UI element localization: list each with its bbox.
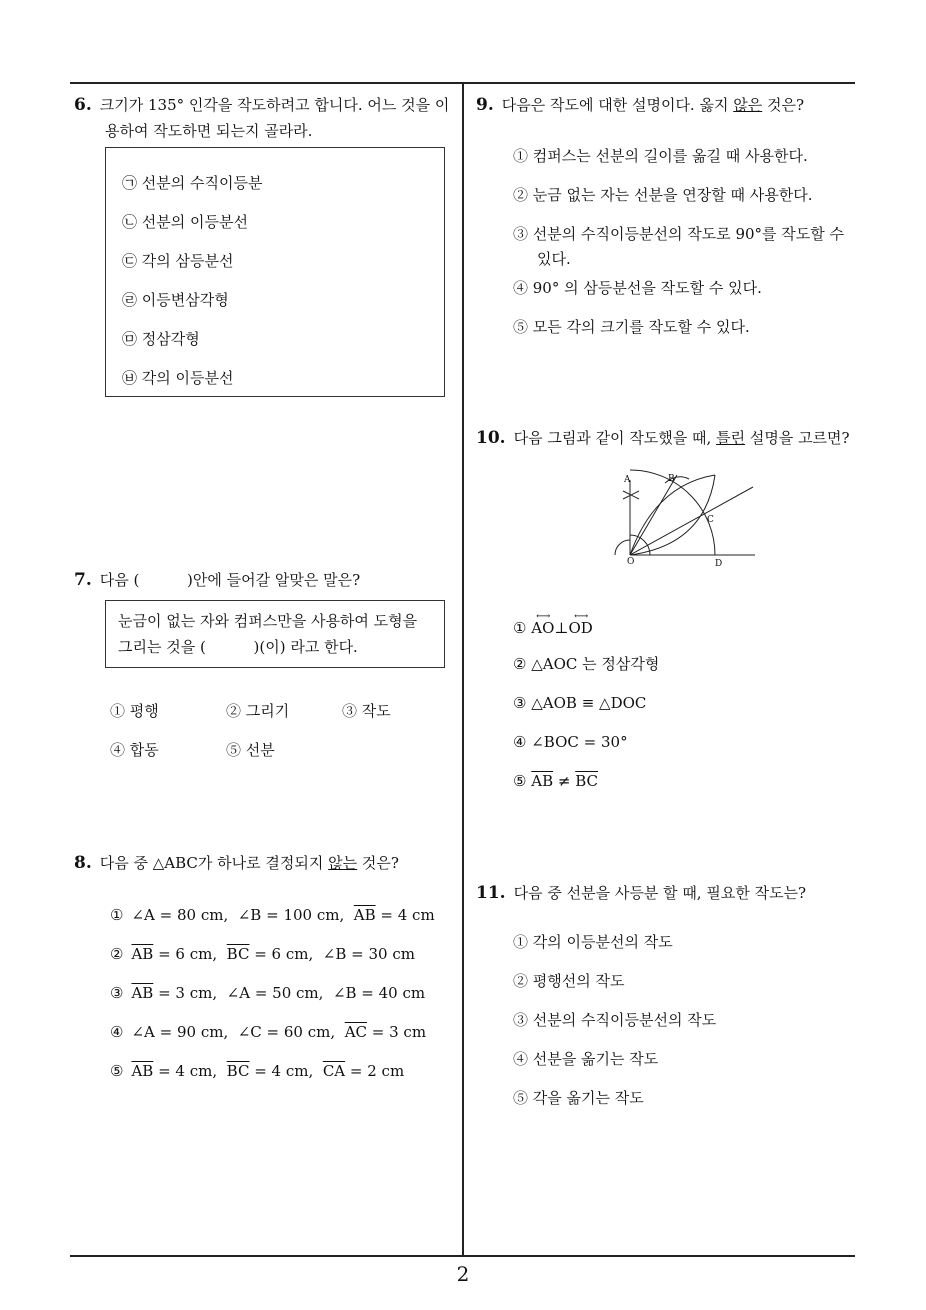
question-7-box — [105, 600, 445, 668]
option[interactable]: ③ 선분의 수직이등분선의 작도로 90°를 작도할 수 — [513, 225, 845, 243]
construction-figure — [605, 465, 765, 575]
option[interactable]: ① 평행 — [110, 702, 159, 720]
box-line: 그리는 것을 ( )(이) 라고 한다. — [118, 638, 358, 656]
option[interactable]: ① 컴퍼스는 선분의 길이를 옮길 때 사용한다. — [513, 147, 808, 165]
option[interactable]: ① 각의 이등분선의 작도 — [513, 933, 673, 951]
option[interactable]: ③ $\overline{AB} = 3$ cm, ∠A = 50 cm, ∠B = 40 cm — [110, 984, 426, 1002]
label-c: C — [707, 515, 714, 525]
question-8: 8. 다음 중 △ABC가 하나로 결정되지 않는 것은? — [74, 853, 399, 873]
list-item: ㉠ 선분의 수직이등분 — [122, 174, 263, 192]
option[interactable]: ④ ∠BOC = 30° — [513, 733, 628, 751]
question-11-text: 다음 중 선분을 사등분 할 때, 필요한 작도는? — [513, 884, 807, 902]
question-7 — [74, 567, 458, 593]
option[interactable]: ③ △AOB ≡ △DOC — [513, 694, 647, 712]
option[interactable]: ② 평행선의 작도 — [513, 972, 625, 990]
option[interactable]: ④ 90° 의 삼등분선을 작도할 수 있다. — [513, 279, 762, 297]
label-o: O — [627, 557, 635, 567]
list-item: ㉥ 각의 이등분선 — [122, 369, 234, 387]
option[interactable]: ⑤ 모든 각의 크기를 작도할 수 있다. — [513, 318, 750, 336]
option[interactable]: ⑤ $\overline{AB} = 4$ cm, $\overline{BC} = 4$ cm, $\overline{CA} = 2$ cm — [110, 1062, 405, 1080]
option[interactable]: ② $\overline{AB} = 6$ cm, $\overline{BC} = 6$ cm, ∠B = 30 cm — [110, 945, 415, 963]
arc-left — [615, 540, 630, 555]
option[interactable]: ③ 작도 — [342, 702, 391, 720]
option[interactable]: ② 그리기 — [226, 702, 290, 720]
question-6-box — [105, 147, 445, 397]
question-10: 10. 다음 그림과 같이 작도했을 때, 틀린 설명을 고르면? — [476, 428, 850, 448]
question-number: 7. — [74, 570, 92, 590]
question-9: 9. 다음은 작도에 대한 설명이다. 옳지 않은 것은? — [476, 95, 805, 115]
label-b: B — [668, 474, 675, 484]
option[interactable]: ④ 선분을 옮기는 작도 — [513, 1050, 659, 1068]
column-divider — [462, 82, 464, 1256]
line-ao: ⟷ AO — [531, 611, 555, 637]
option[interactable]: ⑤ 각을 옮기는 작도 — [513, 1089, 644, 1107]
option[interactable]: ② △AOC 는 정삼각형 — [513, 655, 660, 673]
option[interactable]: ⑤ 선분 — [226, 741, 275, 759]
question-11 — [476, 880, 856, 906]
option[interactable]: ① ∠A = 80 cm, ∠B = 100 cm, $\overline{AB} = 4$ cm — [110, 906, 435, 924]
list-item: ㉡ 선분의 이등분선 — [122, 213, 248, 231]
option-continuation: 있다. — [537, 250, 571, 268]
question-number: 9. — [476, 95, 494, 115]
option[interactable]: ③ 선분의 수직이등분선의 작도 — [513, 1011, 717, 1029]
line-od: ⟷ OD — [568, 611, 593, 637]
question-number: 6. — [74, 95, 92, 115]
list-item: ㉣ 이등변삼각형 — [122, 291, 229, 309]
option[interactable]: ② 눈금 없는 자는 선분을 연장할 때 사용한다. — [513, 186, 813, 204]
question-6 — [74, 92, 458, 144]
list-item: ㉤ 정삼각형 — [122, 330, 200, 348]
option[interactable]: ④ 합동 — [110, 741, 159, 759]
label-a: A — [624, 475, 631, 485]
bottom-rule — [70, 1255, 855, 1257]
option[interactable]: ④ ∠A = 90 cm, ∠C = 60 cm, $\overline{AC} = 3$ cm — [110, 1023, 427, 1041]
question-number: 10. — [476, 428, 506, 448]
option[interactable]: ① ⟷ AO⊥ ⟷ OD — [513, 611, 593, 637]
question-number: 8. — [74, 853, 92, 873]
question-7-text: 다음 ( )안에 들어갈 알맞은 말은? — [99, 571, 361, 589]
page-number: 2 — [456, 1262, 470, 1286]
question-6-text-line1: 6. 크기가 135° 인각을 작도하려고 합니다. 어느 것을 이 — [74, 95, 450, 115]
list-item: ㉢ 각의 삼등분선 — [122, 252, 234, 270]
question-6-text-line2: 용하여 작도하면 되는지 골라라. — [105, 122, 313, 140]
question-number: 11. — [476, 883, 506, 903]
box-line: 눈금이 없는 자와 컴퍼스만을 사용하여 도형을 — [118, 612, 418, 630]
option[interactable]: ⑤ $\overline{AB} \ne \overline{BC}$ — [513, 772, 598, 790]
label-d: D — [715, 559, 723, 569]
ray-oc — [630, 487, 753, 555]
